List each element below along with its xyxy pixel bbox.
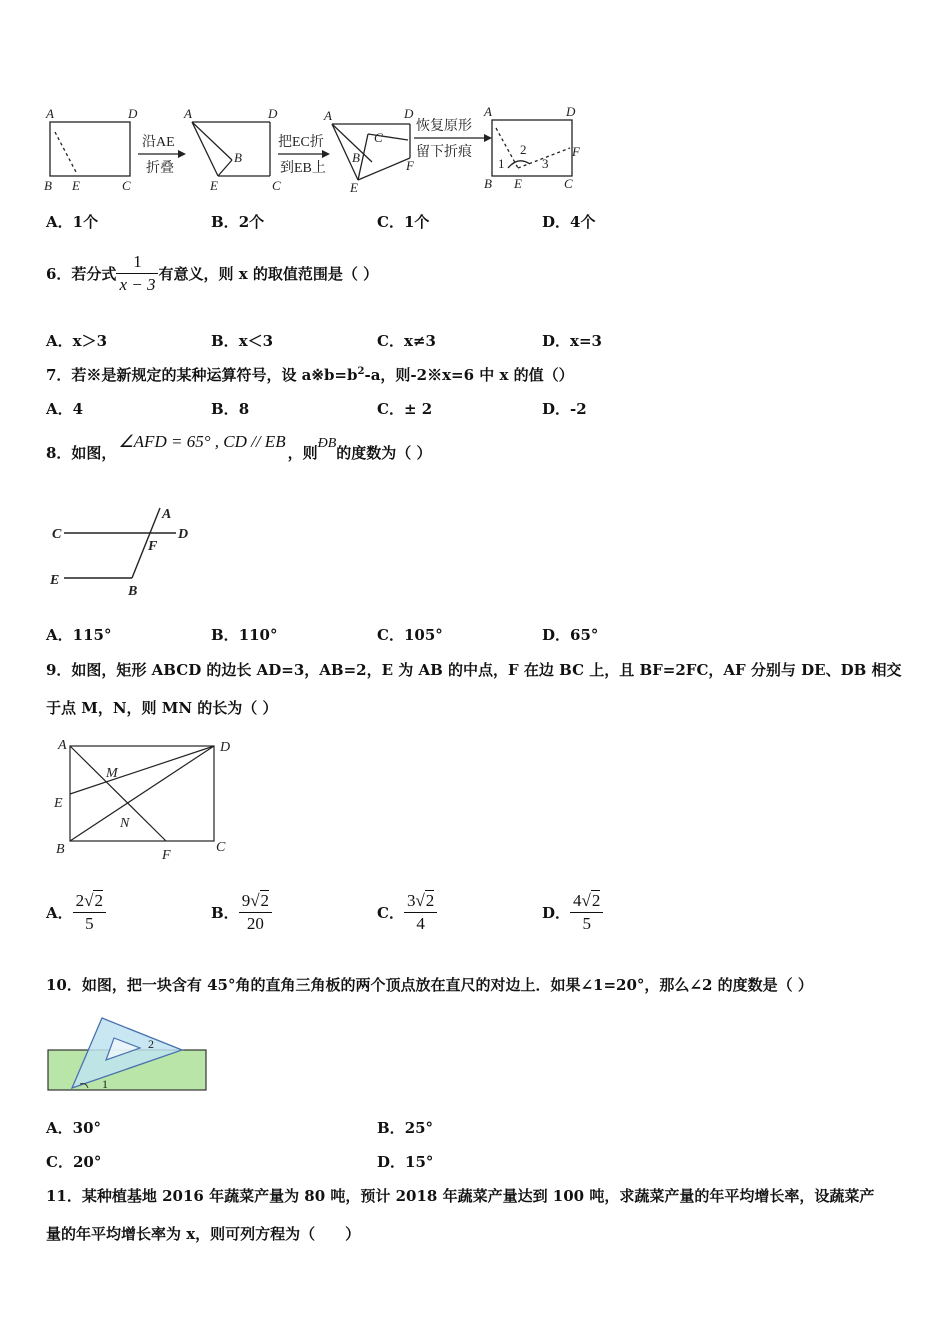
q6-option-a[interactable]: A．x＞3	[46, 332, 108, 350]
q8-label-F: F	[148, 539, 158, 554]
q5-label-E1: E	[72, 178, 80, 193]
q9-label-F: F	[162, 848, 171, 863]
q5-label-F3: F	[406, 158, 414, 173]
q5-step2-line2: 到EB上	[280, 161, 326, 176]
q10-figure	[44, 1012, 214, 1097]
q8-option-c[interactable]: C．105°	[377, 626, 443, 644]
q5-label-B3: B	[352, 150, 360, 165]
q9-option-a[interactable]: A． $\frac{2√2}{5}$	[46, 890, 106, 935]
q5-step1-line2: 折叠	[146, 161, 174, 176]
q5-angle-2: 2	[520, 142, 527, 157]
q6-option-c[interactable]: C．x≠3	[377, 332, 436, 350]
q9-option-c[interactable]: C． $\frac{3√2}{4}$	[377, 890, 437, 935]
q10-angle-1: 1	[102, 1077, 108, 1091]
q8-option-b[interactable]: B．110°	[211, 626, 278, 644]
q10-angle-2: 2	[148, 1037, 154, 1051]
q7-option-c[interactable]: C．± 2	[377, 400, 433, 418]
q5-label-F4: F	[572, 144, 580, 159]
q5-option-c[interactable]: C．1个	[377, 213, 430, 231]
q8-label-E: E	[50, 573, 60, 588]
q5-option-d[interactable]: D．4个	[542, 213, 596, 231]
q5-label-D2: D	[268, 106, 278, 121]
q11-stem-line2: 量的年平均增长率为 x，则可列方程为（ ）	[46, 1225, 361, 1243]
q5-label-A1: A	[46, 106, 54, 121]
q9-stem-line2: 于点 M，N，则 MN 的长为（ ）	[46, 699, 278, 717]
q5-option-b[interactable]: B．2个	[211, 213, 265, 231]
q5-step3-line2: 留下折痕	[416, 145, 472, 160]
q10-option-c[interactable]: C．20°	[46, 1153, 102, 1171]
q8-label-A: A	[162, 507, 172, 522]
q9-label-D: D	[220, 740, 231, 755]
q6-option-b[interactable]: B．x＜3	[211, 332, 274, 350]
q5-label-B2: B	[234, 150, 242, 165]
q5-label-A2: A	[184, 106, 192, 121]
q9-label-M: M	[106, 766, 118, 781]
q5-label-C3: C	[374, 130, 383, 145]
q7-option-a[interactable]: A．4	[46, 400, 84, 418]
q9-option-d[interactable]: D． $\frac{4√2}{5}$	[542, 890, 603, 935]
q8-label-B: B	[128, 584, 138, 599]
q6-option-d[interactable]: D．x=3	[542, 332, 602, 350]
q8-figure	[44, 500, 214, 605]
q8-label-C: C	[52, 527, 62, 542]
q5-step3-line1: 恢复原形	[416, 119, 472, 134]
q5-label-C1: C	[122, 178, 131, 193]
q5-label-D1: D	[128, 106, 138, 121]
q5-label-A3: A	[324, 108, 332, 123]
q5-angle-1: 1	[498, 156, 505, 171]
q10-option-d[interactable]: D．15°	[377, 1153, 434, 1171]
q5-label-B4: B	[484, 176, 492, 191]
q7-option-d[interactable]: D．-2	[542, 400, 587, 418]
q10-stem: 10．如图，把一块含有 45°角的直角三角板的两个顶点放在直尺的对边上．如果∠1=20°，那么∠2 的度数是（ ）	[46, 976, 813, 994]
q5-label-D3: D	[404, 106, 414, 121]
q7-option-b[interactable]: B．8	[211, 400, 250, 418]
q5-step1-line1: 沿AE	[142, 135, 175, 150]
q5-step2-line1: 把EC折	[278, 135, 324, 150]
q10-option-a[interactable]: A．30°	[46, 1119, 102, 1137]
q6-stem: 6．若分式 $\frac{1}{x - 3}$ 有意义，则 x 的取值范围是（ ）	[46, 251, 379, 294]
q5-label-E3: E	[350, 180, 358, 195]
q9-option-b[interactable]: B． $\frac{9√2}{20}$	[211, 890, 272, 935]
q5-label-C2: C	[272, 178, 281, 193]
q8-option-a[interactable]: A．115°	[46, 626, 112, 644]
q9-label-N: N	[120, 816, 130, 831]
q6-fraction: $\frac{1}{x - 3}$	[116, 251, 158, 296]
q5-label-C4: C	[564, 176, 573, 191]
q9-label-E: E	[54, 796, 63, 811]
q9-label-C: C	[216, 840, 226, 855]
q5-label-B1: B	[44, 178, 52, 193]
q8-angle-symbol: ÐB	[317, 436, 337, 451]
q5-label-E2: E	[210, 178, 218, 193]
q9-figure	[48, 735, 248, 865]
q9-stem-line1: 9．如图，矩形 ABCD 的边长 AD=3，AB=2，E 为 AB 的中点，F 在边 BC 上，且 BF=2FC，AF 分别与 DE、DB 相交	[46, 661, 902, 679]
q5-label-D4: D	[566, 104, 576, 119]
q11-stem-line1: 11．某种植基地 2016 年蔬菜产量为 80 吨，预计 2018 年蔬菜产量达到 100 吨，求蔬菜产量的年平均增长率，设蔬菜产	[46, 1187, 875, 1205]
q5-angle-3: 3	[542, 156, 549, 171]
q8-formula: ∠AFD = 65° , CD // EB	[118, 432, 286, 451]
q5-label-E4: E	[514, 176, 522, 191]
q8-option-d[interactable]: D．65°	[542, 626, 599, 644]
q7-stem: 7．若※是新规定的某种运算符号，设 $a※b=b^2-a$，则-2※x=6 中 x 的值（）	[46, 366, 574, 384]
q5-label-A4: A	[484, 104, 492, 119]
q9-label-A: A	[58, 738, 67, 753]
q5-option-a[interactable]: A．1个	[46, 213, 99, 231]
q8-stem: 8．如图， ∠AFD = 65° , CD // EB ，则 ÐB 的度数为（ ）	[46, 432, 432, 462]
q10-option-b[interactable]: B．25°	[377, 1119, 434, 1137]
q9-label-B: B	[56, 842, 65, 857]
q5-folding-figure	[40, 100, 600, 200]
q8-label-D: D	[178, 527, 189, 542]
